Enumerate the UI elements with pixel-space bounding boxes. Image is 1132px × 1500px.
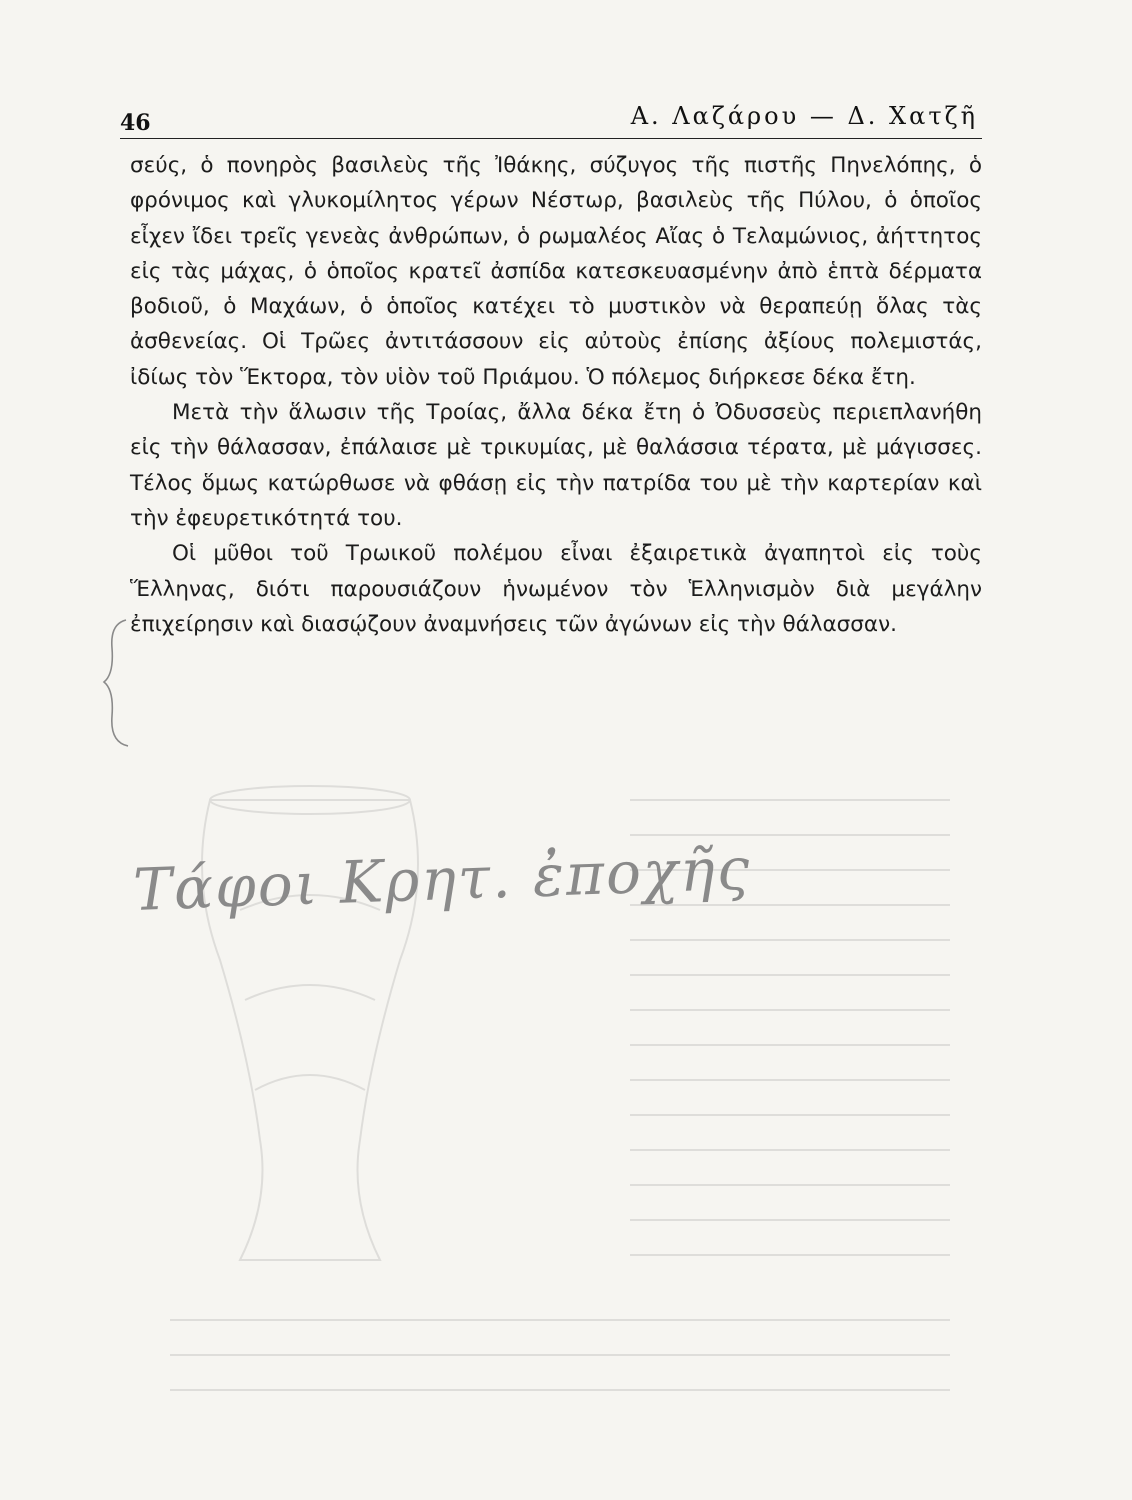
running-head: Α. Λαζάρου — Δ. Χατζῆ bbox=[630, 102, 978, 130]
page-number: 46 bbox=[120, 110, 151, 136]
page-header bbox=[120, 98, 982, 139]
paragraph-2: Μετὰ τὴν ἅλωσιν τῆς Τροίας, ἄλλα δέκα ἔτη ὁ Ὀδυσσεὺς περιεπλανήθη εἰς τὴν θάλασσαν, ἐπάλαισε μὲ τρικυμίας, μὲ θαλάσσια τέρατα, μὲ μάγισσες. Τέλος ὅμως κατώρθωσε νὰ φθάσῃ εἰς τὴν πατρίδα του μὲ τὴν καρτερίαν καὶ τὴν ἐφευρετικότητά του. bbox=[130, 400, 982, 531]
paragraph-1: σεύς, ὁ πονηρὸς βασιλεὺς τῆς Ἰθάκης, σύζυγος τῆς πιστῆς Πηνελόπης, ὁ φρόνιμος καὶ γλυκομίλητος γέρων Νέστωρ, βασιλεὺς τῆς Πύλου, ὁ ὁποῖος εἶχεν ἴδει τρεῖς γενεὰς ἀνθρώπων, ὁ ρωμαλέος Αἴας ὁ Τελαμώνιος, ἀήττητος εἰς τὰς μάχας, ὁ ὁποῖος κρατεῖ ἀσπίδα κατεσκευασμένην ἀπὸ ἑπτὰ δέρματα βοδιοῦ, ὁ Μαχάων, ὁ ὁποῖος κατέχει τὸ μυστικὸν νὰ θεραπεύῃ ὅλας τὰς ἀσθενείας. Οἱ Τρῶες ἀντιτάσσουν εἰς αὐτοὺς ἐπίσης ἀξίους πολεμιστάς, ἰδίως τὸν Ἕκτορα, τὸν υἱὸν τοῦ Πριάμου. Ὁ πόλεμος διήρκεσε δέκα ἔτη. bbox=[130, 153, 982, 390]
handwritten-note bbox=[128, 834, 753, 938]
paragraph-3: Οἱ μῦθοι τοῦ Τρωικοῦ πολέμου εἶναι ἐξαιρετικὰ ἀγαπητοὶ εἰς τοὺς Ἕλληνας, διότι παρουσιάζουν ἡνωμένον τὸν Ἑλληνισμὸν διὰ μεγάλην ἐπιχείρησιν καὶ διασῴζουν ἀναμνήσεις τῶν ἀγώνων εἰς τὴν θάλασσαν. bbox=[130, 541, 982, 637]
pencil-brace-mark bbox=[96, 618, 136, 748]
body-text bbox=[130, 148, 982, 642]
handwritten-note-text: Τάφοι Κρητ. ἐποχῆς bbox=[132, 834, 753, 924]
